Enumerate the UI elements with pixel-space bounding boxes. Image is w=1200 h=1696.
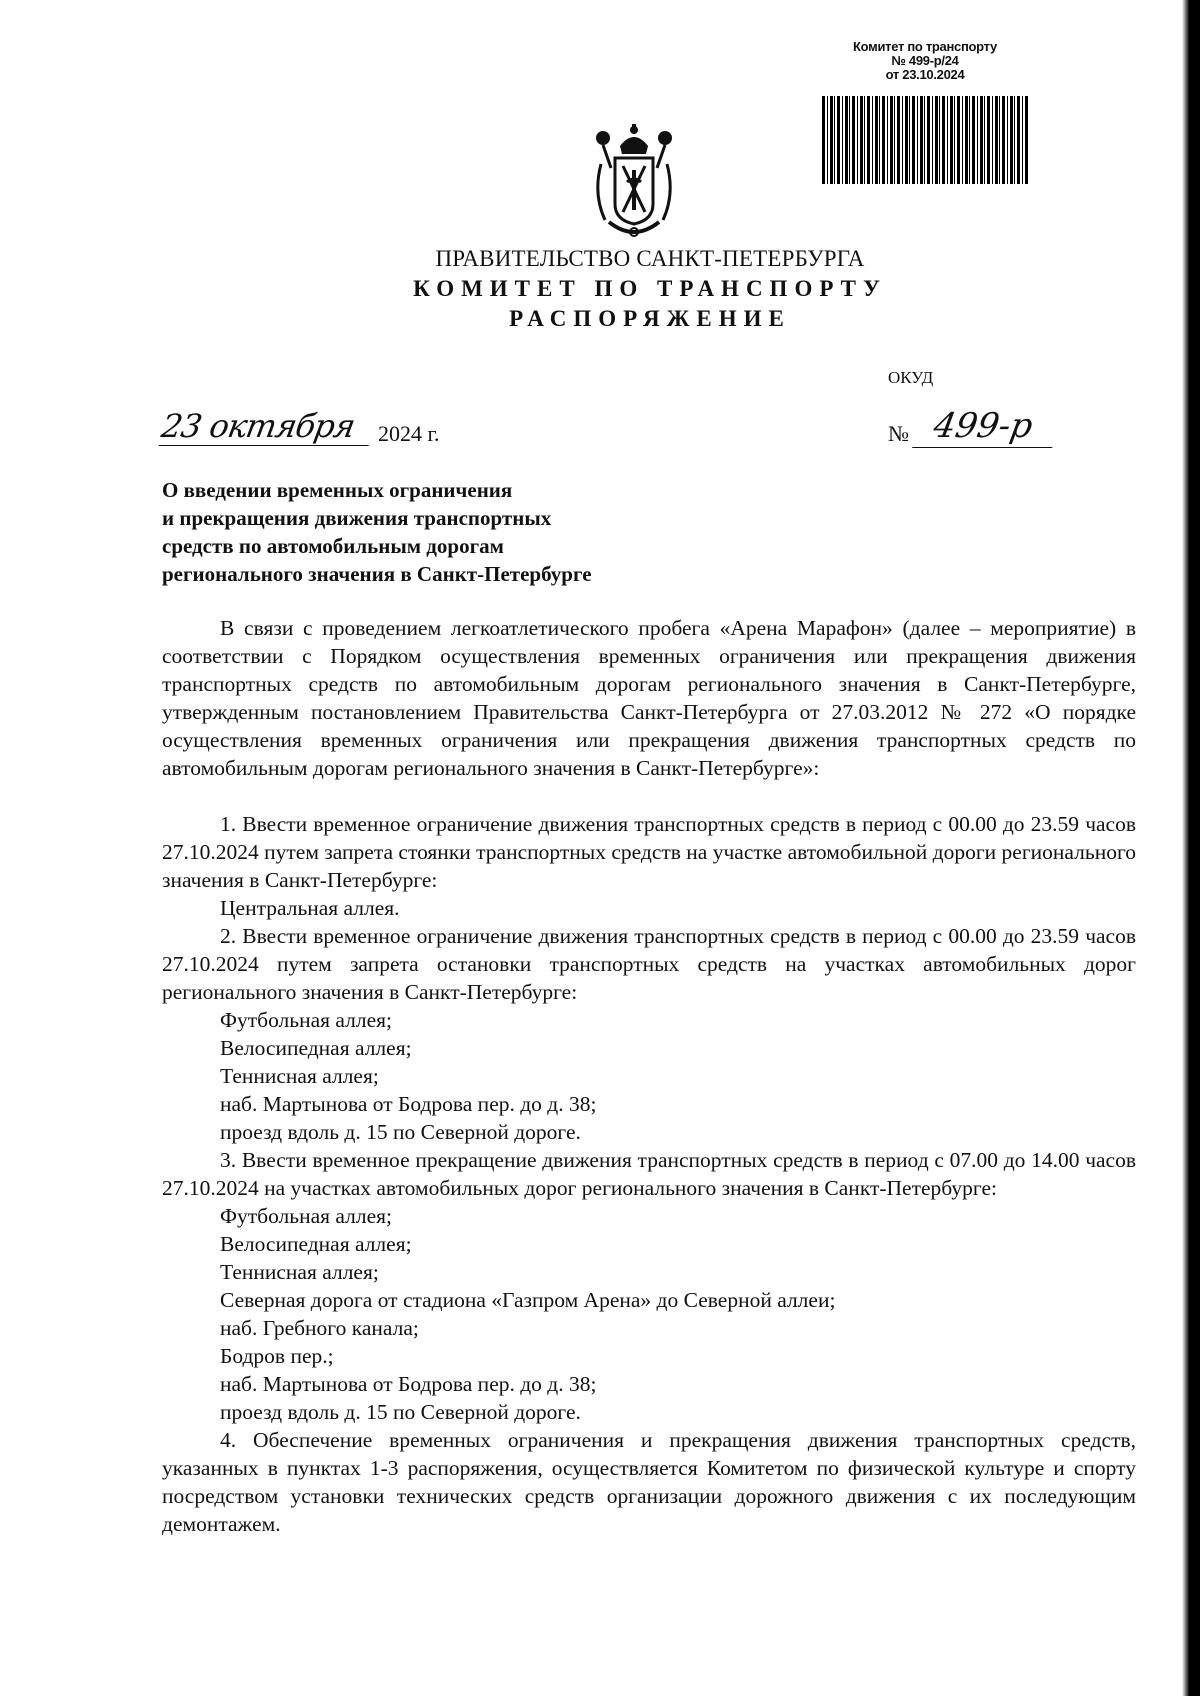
list-item: Футбольная аллея;	[220, 1008, 392, 1032]
point-3: 3. Ввести временное прекращение движения транспортных средств в период с 07.00 до 14.00 часов 27.10.2024 на участках автомобильных дорог регионального значения в Санкт-Петербурге:	[162, 1148, 1136, 1200]
subject-line: О введении временных ограничения	[162, 478, 513, 502]
list-item: наб. Мартынова от Бодрова пер. до д. 38;	[220, 1092, 597, 1116]
list-item: Теннисная аллея;	[220, 1064, 379, 1088]
point-2: 2. Ввести временное ограничение движения транспортных средств в период с 00.00 до 23.59 часов 27.10.2024 путем запрета остановки транспортных средств на участках автомобильных дорог регионального значения в Санкт-Петербурге:	[162, 924, 1136, 1004]
subject-line: регионального значения в Санкт-Петербурге	[162, 562, 592, 586]
barcode-icon	[822, 96, 1028, 184]
number-sign: №	[888, 421, 909, 446]
subject-line: средств по автомобильным дорогам	[162, 534, 504, 558]
date-handwritten: 23 октября	[159, 407, 376, 446]
list-item: Центральная аллея.	[220, 896, 400, 920]
list-item: Велосипедная аллея;	[220, 1232, 412, 1256]
document-subject	[162, 476, 702, 588]
list-item: Велосипедная аллея;	[220, 1036, 412, 1060]
committee-title: КОМИТЕТ ПО ТРАНСПОРТУ	[413, 276, 887, 301]
number-handwritten: 499-р	[912, 405, 1060, 448]
document-type-title: РАСПОРЯЖЕНИЕ	[509, 306, 791, 331]
list-item: Бодров пер.;	[220, 1344, 334, 1368]
list-item: Футбольная аллея;	[220, 1204, 392, 1228]
stamp-committee: Комитет по транспорту	[853, 39, 997, 54]
government-title: ПРАВИТЕЛЬСТВО САНКТ-ПЕТЕРБУРГА	[435, 246, 865, 271]
list-item: проезд вдоль д. 15 по Северной дороге.	[220, 1400, 581, 1424]
okud-label: ОКУД	[888, 368, 934, 387]
document-date	[158, 405, 462, 453]
list-item: проезд вдоль д. 15 по Северной дороге.	[220, 1120, 581, 1144]
list-item: наб. Мартынова от Бодрова пер. до д. 38;	[220, 1372, 597, 1396]
subject-line: и прекращения движения транспортных	[162, 506, 552, 530]
point-4: 4. Обеспечение временных ограничения и прекращения движения транспортных средств, указанных в пунктах 1-3 распоряжения, осуществляется Комитетом по физической культуре и спорту посредством установки технических средств организации дорожного движения с их последующим демонтажем.	[162, 1428, 1136, 1536]
preamble-paragraph: В связи с проведением легкоатлетического пробега «Арена Марафон» (далее – мероприятие) в соответствии с Порядком осуществления временных ограничения или прекращения движения транспортных средств по автомобильным дорогам регионального значения в Санкт-Петербурге, утвержденным постановлением Правительства Санкт-Петербурга от 27.03.2012 № 272 «О порядке осуществления временных ограничения или прекращения движения транспортных средств по автомобильным дорогам регионального значения в Санкт-Петербурге»:	[162, 616, 1136, 780]
list-item: наб. Гребного канала;	[220, 1316, 419, 1340]
registration-stamp	[820, 40, 1030, 82]
stamp-date: от 23.10.2024	[885, 67, 965, 82]
coat-of-arms-icon	[587, 124, 681, 240]
document-number	[888, 405, 1058, 453]
document-body	[162, 614, 1136, 1538]
list-item: Северная дорога от стадиона «Газпром Арена» до Северной аллеи;	[220, 1288, 836, 1312]
point-1: 1. Ввести временное ограничение движения транспортных средств в период с 00.00 до 23.59 часов 27.10.2024 путем запрета стоянки транспортных средств на участке автомобильной дороги регионального значения в Санкт-Петербурге:	[162, 812, 1136, 892]
date-year: 2024 г.	[378, 421, 440, 446]
stamp-number: № 499-р/24	[891, 53, 959, 68]
document-header	[0, 244, 1200, 334]
list-item: Теннисная аллея;	[220, 1260, 379, 1284]
